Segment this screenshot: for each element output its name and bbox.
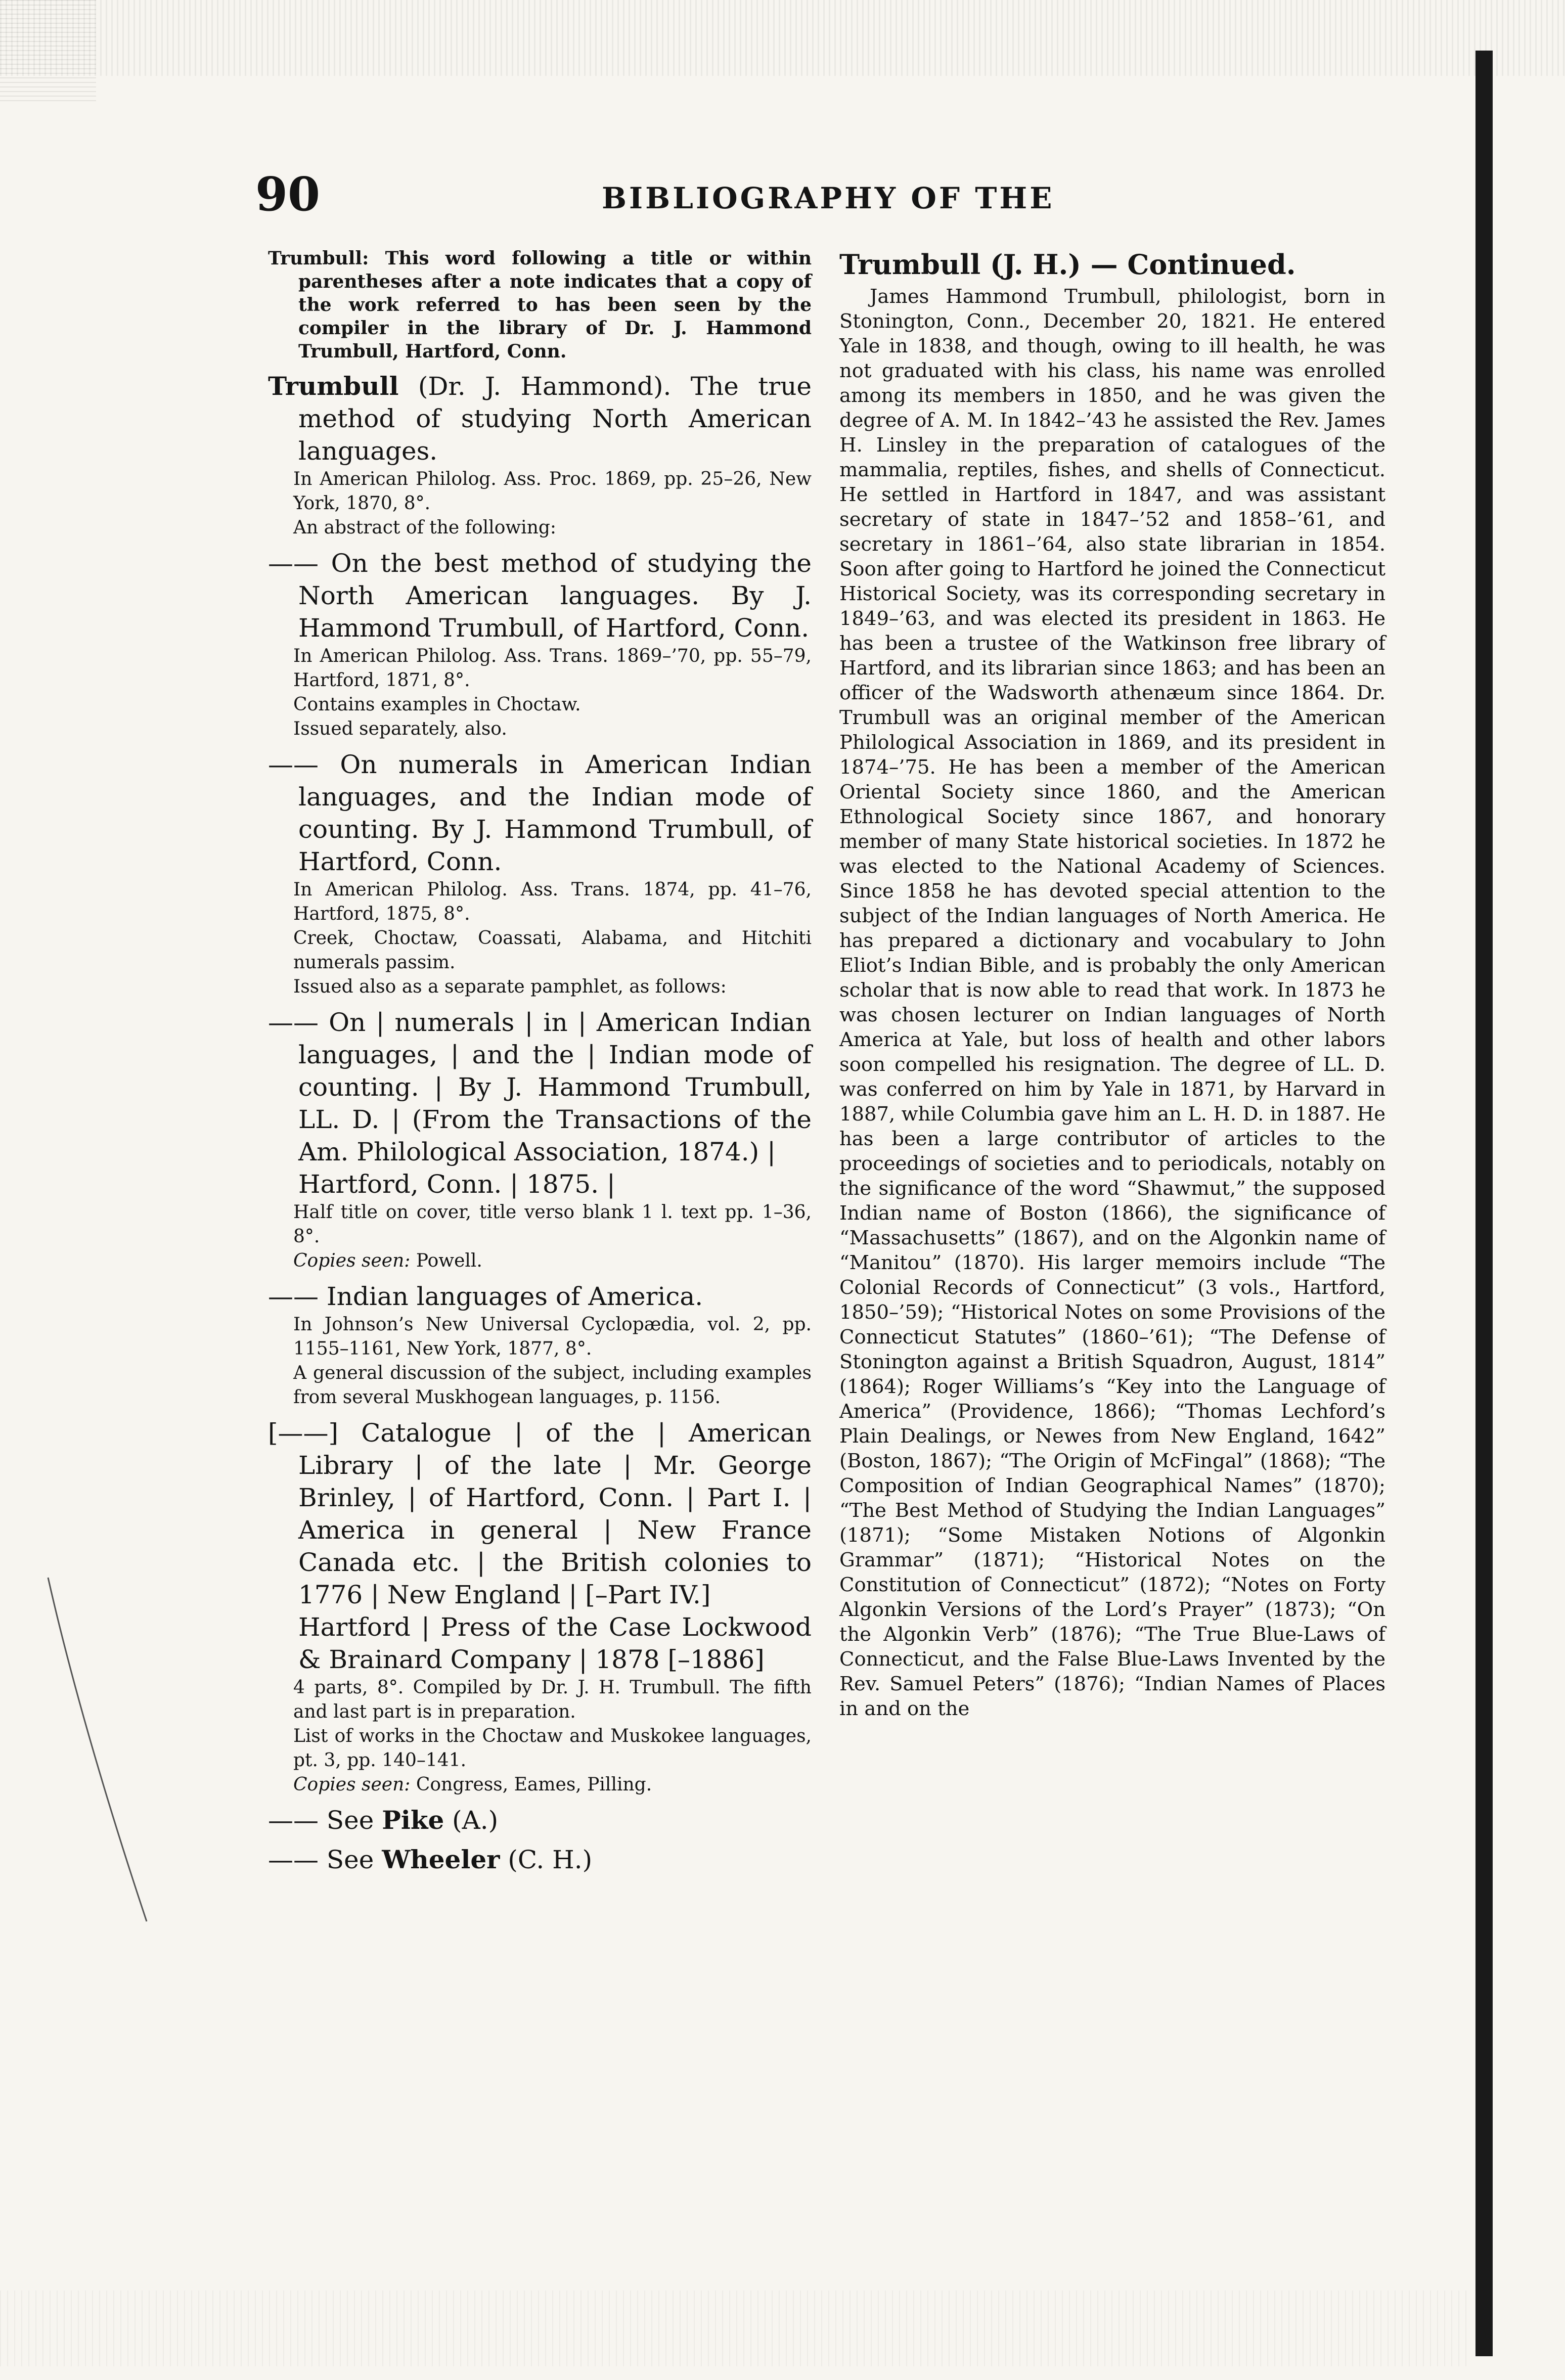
see-prefix: —— See	[268, 1806, 382, 1835]
continued-heading: Trumbull (J. H.) — Continued.	[839, 248, 1296, 281]
entry-numerals: —— On numerals in American Indian languages, and the Indian mode of counting. By J. Hammond Trumbull, of Hartford, Conn.	[268, 750, 812, 876]
see-suffix: (C. H.)	[500, 1845, 593, 1874]
see-suffix: (A.)	[444, 1806, 499, 1835]
entry-note: Half title on cover, title verso blank 1 l. text pp. 1–36, 8°.	[293, 1202, 812, 1247]
entry-note: 4 parts, 8°. Compiled by Dr. J. H. Trumbull. The fifth and last part is in preparation.	[293, 1677, 812, 1722]
biography-paragraph: James Hammond Trumbull, philologist, born in Stonington, Conn., December 20, 1821. He entered Yale in 1838, and though, owing to ill health, he was not graduated with his class, his name was enrolled among its members in 1850, and he was given the degree of A. M. In 1842–’43 he assisted the Rev. James H. Linsley in the preparation of catalogues of the mammalia, reptiles, fishes, and shells of Connecticut. He settled in Hartford in 1847, and was assistant secretary of state in 1847–’52 and 1858–’61, and secretary in 1861–’64, also state librarian in 1854. Soon after going to Hartford he joined the Connecticut Historical Society, was its corresponding secretary in 1849–’63, and was elected its president in 1863. He has been a trustee of the Watkinson free library of Hartford, and its librarian since 1863; and has been an officer of the Wadsworth athenæum since 1864. Dr. Trumbull was an original member of the American Philological Association in 1869, and its president in 1874–’75. He has been a member of the American Oriental Society since 1860, and the American Ethnological Society since 1867, and honorary member of many State historical societies. In 1872 he was elected to the National Academy of Sciences. Since 1858 he has devoted special attention to the subject of the Indian languages of North America. He has prepared a dictionary and vocabulary to John Eliot’s Indian Bible, and is probably the only American scholar that is now able to read that work. In 1873 he was chosen lecturer on Indian languages of North America at Yale, but loss of health and other labors soon compelled his resignation. The degree of LL. D. was conferred on him by Yale in 1871, by Harvard in 1887, while Columbia gave him an L. H. D. in 1887. He has been a large contributor of articles to the proceedings of societies and to periodicals, notably on the significance of the word “Shawmut,” the supposed Indian name of Boston (1866), the significance of “Massachusetts” (1867), and on the Algonkin name of “Manitou” (1870). His larger memoirs include “The Colonial Records of Connecticut” (3 vols., Hartford, 1850–’59); “Historical Notes on some Provisions of the Connecticut Statutes” (1860–’61); “The Defense of Stonington against a British Squadron, August, 1814” (1864); Roger Williams’s “Key into the Language of America” (Providence, 1866); “Thomas Lechford’s Plain Dealings, or Newes from New England, 1642” (Boston, 1867); “The Origin of McFingal” (1868); “The Composition of Indian Geographical Names” (1870); “The Best Method of Studying the Indian Languages” (1871); “Some Mistaken Notions of Algonkin Grammar” (1871); “Historical Notes on the Constitution of Connecticut” (1872); “Notes on Forty Algonkin Versions of the Lord’s Prayer” (1873); “On the Algonkin Verb” (1876); “The True Blue-Laws of Connecticut, and the False Blue-Laws Invented by the Rev. Samuel Peters” (1876); “Indian Names of Places in and on the	[839, 285, 1385, 1720]
entry-note: In American Philolog. Ass. Proc. 1869, pp. 25–26, New York, 1870, 8°.	[293, 469, 812, 514]
running-head: BIBLIOGRAPHY OF THE	[602, 181, 1055, 215]
see-reference	[268, 1844, 812, 1876]
entry-title: (Dr. J. Hammond). The true method of studying North American languages.	[298, 372, 812, 466]
copies-seen	[293, 1249, 812, 1273]
entry-note: Issued separately, also.	[293, 719, 507, 739]
entry-true-method	[268, 370, 812, 467]
left-column	[268, 247, 812, 1876]
copies-seen	[293, 1773, 812, 1797]
entry-indian-languages: —— Indian languages of America.	[268, 1282, 703, 1311]
entry-note: List of works in the Choctaw and Muskokee languages, pt. 3, pp. 140–141.	[293, 1726, 812, 1771]
page-number: 90	[255, 167, 321, 221]
right-column	[839, 247, 1385, 1721]
see-name: Pike	[382, 1805, 444, 1835]
copies-seen-label: Copies seen:	[293, 1250, 411, 1271]
entry-numerals-pamphlet: —— On | numerals | in | American Indian languages, | and the | Indian mode of counting. | By J. Hammond Trumbull, LL. D. | (From the Transactions of the Am. Philological Association, 1874.) |	[268, 1008, 812, 1166]
entry-note: An abstract of the following:	[293, 517, 557, 538]
entry-note: Issued also as a separate pamphlet, as follows:	[293, 976, 727, 997]
entry-imprint: Hartford | Press of the Case Lockwood & Brainard Company | 1878 [–1886]	[298, 1612, 812, 1674]
entry-author: Trumbull	[268, 371, 399, 401]
trumbull-note: Trumbull: This word following a title or within parentheses after a note indicates that a copy of the work referred to has been seen by the compiler in the library of Dr. J. Hammond Trumbull, Hartford, Conn.	[268, 248, 812, 362]
entry-best-method: —— On the best method of studying the North American languages. By J. Hammond Trumbull, of Hartford, Conn.	[268, 549, 812, 643]
entry-note: Creek, Choctaw, Coassati, Alabama, and Hitchiti numerals passim.	[293, 928, 812, 973]
entry-note: In American Philolog. Ass. Trans. 1869–’70, pp. 55–79, Hartford, 1871, 8°.	[293, 646, 812, 691]
copies-seen-value: Powell.	[410, 1250, 482, 1271]
copies-seen-value: Congress, Eames, Pilling.	[410, 1774, 652, 1795]
see-reference	[268, 1804, 812, 1836]
entry-note: Contains examples in Choctaw.	[293, 694, 581, 715]
entry-brinley-catalogue: [——] Catalogue | of the | American Library | of the late | Mr. George Brinley, | of Hartford, Conn. | Part I. | America in general | New France Canada etc. | the British colonies to 1776 | New England | [–Part IV.]	[268, 1418, 812, 1609]
entry-note: In Johnson’s New Universal Cyclopædia, vol. 2, pp. 1155–1161, New York, 1877, 8°.	[293, 1314, 812, 1359]
entry-note: A general discussion of the subject, including examples from several Muskhogean languages, p. 1156.	[293, 1363, 812, 1408]
see-name: Wheeler	[382, 1845, 500, 1874]
see-prefix: —— See	[268, 1845, 382, 1874]
entry-imprint: Hartford, Conn. | 1875. |	[298, 1170, 615, 1199]
entry-note: In American Philolog. Ass. Trans. 1874, pp. 41–76, Hartford, 1875, 8°.	[293, 879, 812, 924]
copies-seen-label: Copies seen:	[293, 1774, 411, 1795]
